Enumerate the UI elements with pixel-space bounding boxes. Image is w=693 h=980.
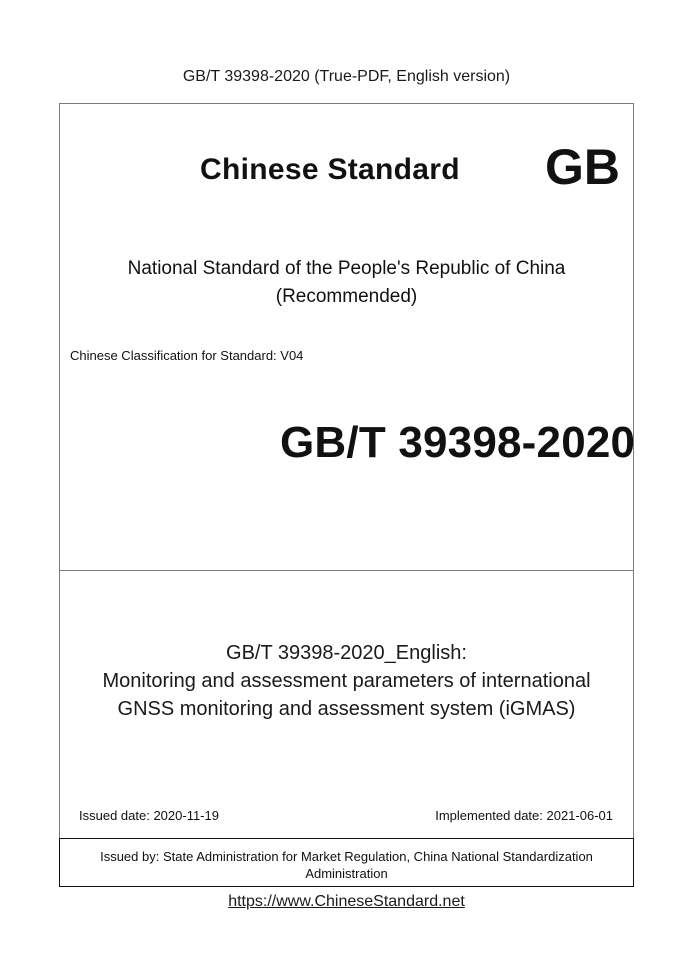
implemented-date: Implemented date: 2021-06-01 (435, 808, 613, 823)
section-divider (59, 570, 634, 571)
english-title-line-2: Monitoring and assessment parameters of international (102, 670, 591, 692)
issuer-line-2: Administration (305, 866, 388, 881)
gb-mark: GB (545, 139, 620, 195)
standard-number: GB/T 39398-2020 (280, 418, 636, 467)
cover-frame (59, 103, 634, 887)
issued-date: Issued date: 2020-11-19 (79, 808, 219, 823)
issuer-box (59, 838, 634, 887)
chinese-standard-heading: Chinese Standard (200, 153, 460, 186)
issuer-line-1: Issued by: State Administration for Market Regulation, China National Standardization (100, 849, 593, 864)
english-title-line-1: GB/T 39398-2020_English: (226, 642, 467, 664)
national-standard-line: National Standard of the People's Republic of China (127, 258, 566, 279)
english-title-line-3: GNSS monitoring and assessment system (iGMAS) (117, 698, 576, 720)
recommended-line: (Recommended) (275, 286, 418, 307)
classification-label: Chinese Classification for Standard: V04 (70, 348, 304, 363)
document-header: GB/T 39398-2020 (True-PDF, English version) (182, 68, 511, 85)
website-link[interactable]: https://www.ChineseStandard.net (228, 893, 465, 910)
